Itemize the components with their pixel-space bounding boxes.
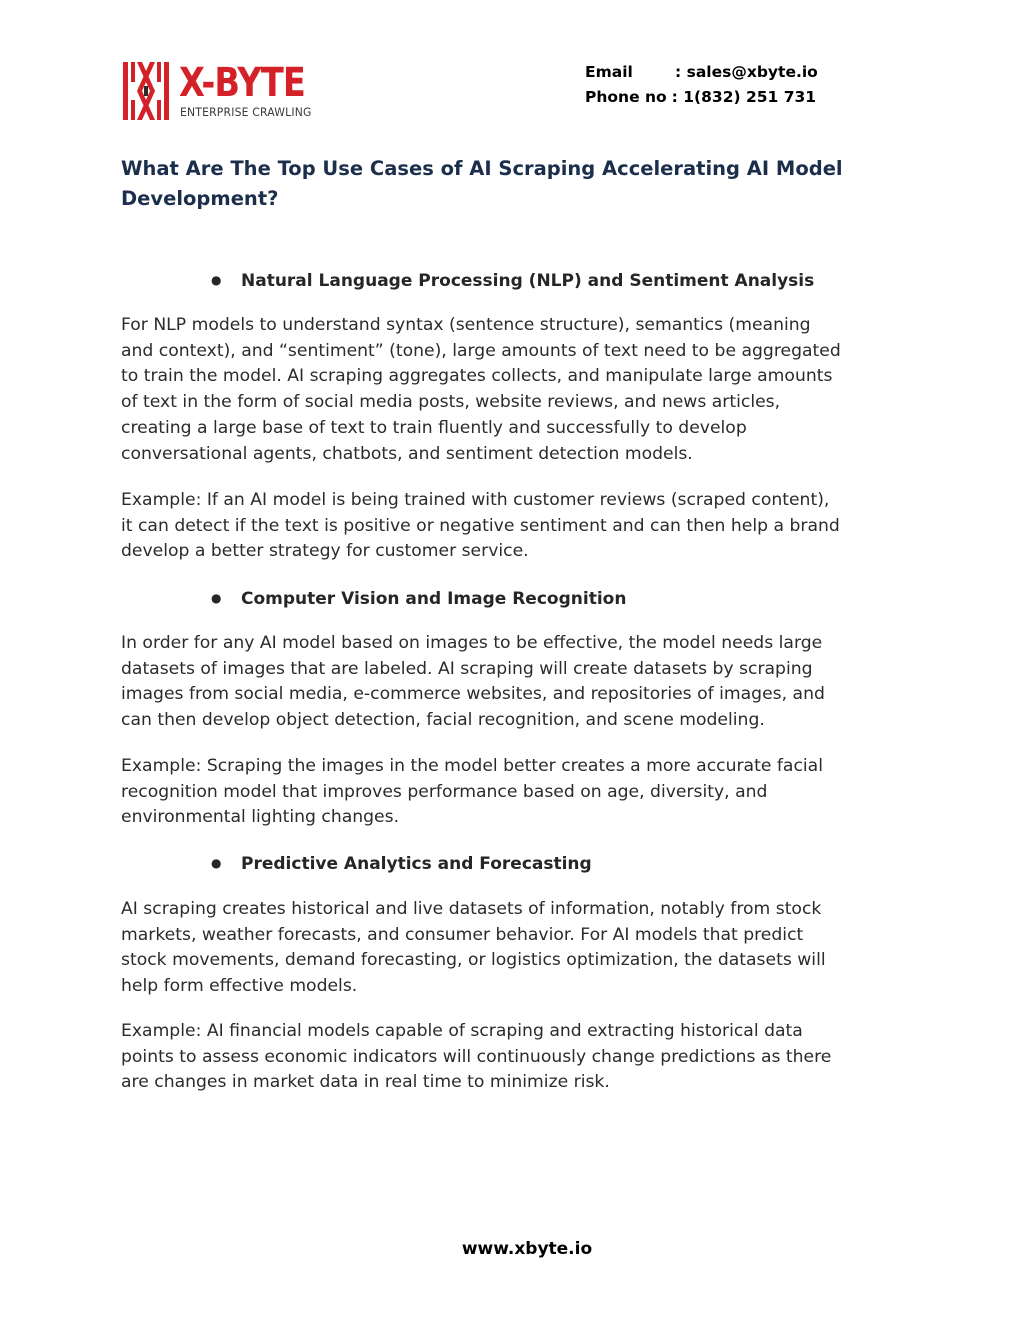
phone-label: Phone no — [585, 88, 667, 106]
footer-website-link[interactable]: www.xbyte.io — [461, 1239, 593, 1259]
phone-row — [585, 85, 818, 110]
email-row — [585, 60, 818, 85]
contact-info — [585, 60, 818, 110]
page-title: What Are The Top Use Cases of AI Scraping Accelerating AI Model Development? — [121, 157, 843, 210]
bullet-icon: ● — [211, 591, 222, 605]
xbyte-logo-icon — [121, 60, 171, 122]
section-body-vision: In order for any AI model based on images to be effective, the model needs large datasets of images that are labeled. AI scraping will create datasets by scraping images from social media, e-commerce websites, and repositories of images, and can then develop object detection, facial recognition, and scene modeling. — [121, 633, 825, 731]
section-heading-predictive — [211, 851, 592, 876]
section-heading-text: Natural Language Processing (NLP) and Sentiment Analysis — [241, 271, 815, 291]
phone-value: : 1(832) 251 731 — [671, 88, 817, 106]
email-value[interactable]: : sales@xbyte.io — [675, 63, 818, 81]
section-heading-nlp — [211, 268, 814, 293]
section-heading-vision — [211, 586, 626, 611]
section-example-vision: Example: Scraping the images in the model better creates a more accurate facial recognition model that improves performance based on age, diversity, and environmental lighting changes. — [121, 756, 823, 828]
section-heading-text: Computer Vision and Image Recognition — [241, 589, 627, 609]
section-body-predictive: AI scraping creates historical and live datasets of information, notably from stock markets, weather forecasts, and consumer behavior. For AI models that predict stock movements, demand forecasting, or logistics optimization, the datasets will help form effective models. — [121, 899, 826, 997]
section-example-predictive: Example: AI financial models capable of scraping and extracting historical data points to assess economic indicators will continuously change predictions as there are changes in market data in real time to minimize risk. — [121, 1021, 832, 1093]
section-body-nlp: For NLP models to understand syntax (sentence structure), semantics (meaning and context), and “sentiment” (tone), large amounts of text need to be aggregated to train the model. AI scraping aggregates collects, and manipulate large amounts of text in the form of social media posts, website reviews, and news articles, creating a large base of text to train fluently and successfully to develop conversational agents, chatbots, and sentiment detection models. — [121, 315, 841, 464]
logo-tagline: ENTERPRISE CRAWLING — [180, 105, 312, 119]
brand-logo — [121, 60, 361, 124]
bullet-icon: ● — [211, 856, 222, 870]
section-example-nlp: Example: If an AI model is being trained with customer reviews (scraped content), it can detect if the text is positive or negative sentiment and can then help a brand develop a better strategy for customer service. — [121, 490, 840, 562]
section-heading-text: Predictive Analytics and Forecasting — [241, 854, 592, 874]
email-label: Email — [585, 63, 633, 81]
bullet-icon: ● — [211, 273, 222, 287]
logo-brand-name: X-BYTE — [179, 60, 306, 106]
